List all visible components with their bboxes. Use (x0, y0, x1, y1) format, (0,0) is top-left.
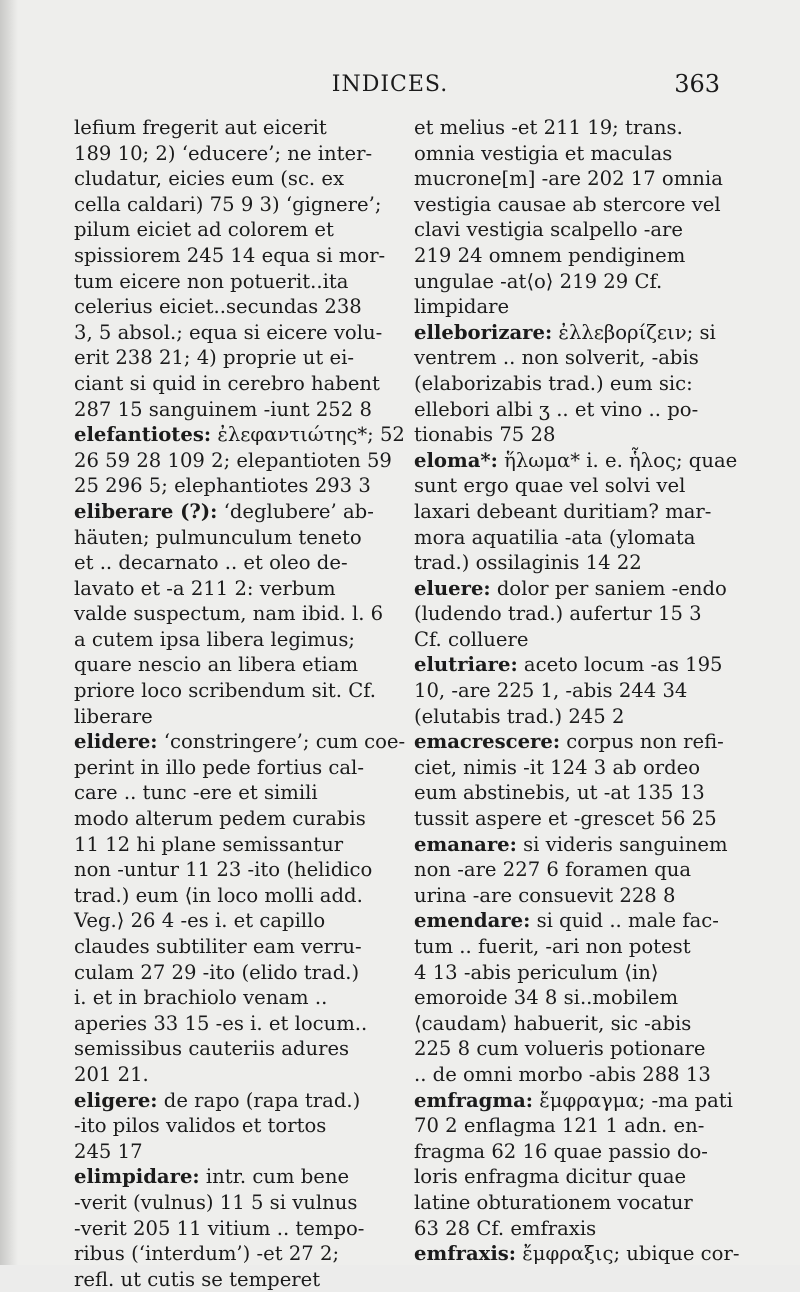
text-line: et melius -et 211 19; trans. (414, 116, 683, 139)
text-line: eloma*: ἥλωμα* i. e. ἧλος; quae (414, 448, 738, 472)
text-line: (elaborizabis trad.) eum sic: (414, 371, 693, 395)
text-line: -ito pilos validos et tortos (74, 1114, 327, 1138)
text-line: 10, -are 225 1, -abis 244 34 (414, 679, 688, 703)
text-line: tionabis 75 28 (414, 423, 556, 447)
text-line: latine obturationem vocatur (414, 1190, 693, 1214)
text-line: mucrone[m] -are 202 17 omnia (414, 167, 723, 191)
text-line: sunt ergo quae vel solvi vel (414, 474, 686, 498)
text-line: valde suspectum, nam ibid. l. 6 (74, 602, 384, 626)
text-line: a cutem ipsa libera legimus; (74, 627, 356, 651)
text-line: eligere: de rapo (rapa trad.) (74, 1088, 361, 1112)
text-line: emacrescere: corpus non refi- (414, 730, 724, 754)
text-line: 4 13 -abis periculum ⟨in⟩ (414, 960, 659, 984)
text-line: elidere: ‘constringere’; cum coe- (74, 730, 406, 754)
text-line: 26 59 28 109 2; elepantioten 59 (74, 448, 392, 472)
text-line: 63 28 Cf. emfraxis (414, 1216, 597, 1240)
text-line: celerius eiciet..secundas 238 (74, 295, 362, 319)
text-line: clavi vestigia scalpello -are (414, 218, 684, 242)
left-column (74, 115, 406, 1292)
text-line: 225 8 cum volueris potionare (414, 1037, 706, 1061)
text-line: liberare (74, 704, 153, 728)
spine-shadow (0, 0, 18, 1265)
text-line: ungulae -at⟨o⟩ 219 29 Cf. (414, 269, 663, 293)
text-line: care .. tunc -ere et simili (74, 781, 318, 805)
text-line: aperies 33 15 -es i. et locum.. (74, 1011, 368, 1035)
text-line: perint in illo pede fortius cal- (74, 755, 364, 779)
text-line: i. et in brachiolo venam .. (74, 986, 328, 1010)
text-line: eum abstinebis, ut -at 135 13 (414, 781, 705, 805)
text-line: eluere: dolor per saniem -endo (414, 576, 727, 600)
text-line: cella caldari) 75 9 3) ‘gignere’; (74, 192, 382, 216)
text-line: emendare: si quid .. male fac- (414, 909, 719, 933)
text-line: modo alterum pedem curabis (74, 807, 366, 831)
text-line: ⟨caudam⟩ habuerit, sic -abis (414, 1011, 692, 1035)
text-line: quare nescio an libera etiam (74, 653, 359, 677)
page-header (60, 70, 720, 104)
text-line: erit 238 21; 4) proprie ut ei- (74, 346, 354, 370)
text-line: refl. ut cutis se temperet (74, 1267, 321, 1291)
text-line: laxari debeant duritiam? mar- (414, 499, 712, 523)
text-line: non -are 227 6 foramen qua (414, 858, 692, 882)
text-line: (elutabis trad.) 245 2 (414, 704, 625, 728)
text-line: 3, 5 absol.; equa si eicere volu- (74, 320, 383, 344)
text-line: vestigia causae ab stercore vel (414, 192, 721, 216)
text-line: 11 12 hi plane semissantur (74, 832, 344, 856)
text-line: mora aquatilia -ata (ylomata (414, 525, 696, 549)
text-line: .. de omni morbo -abis 288 13 (414, 1062, 711, 1086)
text-line: semissibus cauteriis adures (74, 1037, 350, 1061)
text-line: lavato et -a 211 2: verbum (74, 576, 336, 600)
text-line: emanare: si videris sanguinem (414, 832, 728, 856)
text-line: Veg.⟩ 26 4 -es i. et capillo (74, 909, 326, 933)
text-line: häuten; pulmunculum teneto (74, 525, 362, 549)
text-line: pilum eiciet ad colorem et (74, 218, 334, 242)
text-line: emoroide 34 8 si..mobilem (414, 986, 679, 1010)
text-line: ventrem .. non solverit, -abis (414, 346, 699, 370)
text-line: limpidare (414, 295, 510, 319)
text-line: 287 15 sanguinem -iunt 252 8 (74, 397, 372, 421)
text-line: 245 17 (74, 1139, 143, 1163)
text-line: et .. decarnato .. et oleo de- (74, 551, 348, 575)
text-line: ribus (‘interdum’) -et 27 2; (74, 1242, 340, 1266)
text-line: 219 24 omnem pendiginem (414, 243, 686, 267)
text-line: (ludendo trad.) aufertur 15 3 (414, 602, 702, 626)
text-line: non -untur 11 23 -ito (helidico (74, 858, 373, 882)
text-line: elefantiotes: ἐλεφαντιώτης*; 52 (74, 423, 405, 447)
text-line: eliberare (?): ‘deglubere’ ab- (74, 499, 374, 523)
text-line: -verit (vulnus) 11 5 si vulnus (74, 1190, 358, 1214)
text-line: culam 27 29 -ito (elido trad.) (74, 960, 360, 984)
running-title: INDICES. (331, 72, 449, 97)
text-line: priore loco scribendum sit. Cf. (74, 679, 377, 703)
text-line: ellebori albi ʒ .. et vino .. po- (414, 397, 699, 421)
text-line: emfraxis: ἔμφραξις; ubique cor- (414, 1242, 740, 1266)
text-line: tussit aspere et -grescet 56 25 (414, 807, 717, 831)
text-line: cludatur, eicies eum (sc. ex (74, 167, 345, 191)
right-column (414, 115, 740, 1267)
text-line: Cf. colluere (414, 627, 529, 651)
text-line: urina -are consuevit 228 8 (414, 883, 676, 907)
text-line: 70 2 enflagma 121 1 adn. en- (414, 1114, 705, 1138)
text-line: claudes subtiliter eam verru- (74, 935, 362, 958)
text-line: spissiorem 245 14 equa si mor- (74, 243, 386, 267)
text-line: trad.) ossilaginis 14 22 (414, 551, 642, 575)
text-line: elutriare: aceto locum -as 195 (414, 653, 723, 677)
page-number: 363 (674, 70, 720, 98)
text-line: fragma 62 16 quae passio do- (414, 1139, 708, 1163)
text-line: lefium fregerit aut eicerit (74, 116, 327, 139)
text-line: tum eicere non potuerit..ita (74, 269, 349, 293)
text-line: 189 10; 2) ‘educere’; ne inter- (74, 141, 373, 165)
text-line: 201 21. (74, 1062, 149, 1086)
text-line: 25 296 5; elephantiotes 293 3 (74, 474, 371, 498)
text-line: ciet, nimis -it 124 3 ab ordeo (414, 755, 701, 779)
text-line: emfragma: ἔμφραγμα; -ma pati (414, 1088, 733, 1112)
text-line: omnia vestigia et maculas (414, 141, 673, 165)
text-line: ciant si quid in cerebro habent (74, 371, 380, 395)
text-line: elleborizare: ἐλλεβορίζειν; si (414, 320, 716, 344)
text-line: tum .. fuerit, -ari non potest (414, 935, 691, 958)
text-line: elimpidare: intr. cum bene (74, 1165, 350, 1189)
text-line: -verit 205 11 vitium .. tempo- (74, 1216, 365, 1240)
text-line: loris enfragma dicitur quae (414, 1165, 687, 1189)
text-line: trad.) eum ⟨in loco molli add. (74, 883, 363, 907)
